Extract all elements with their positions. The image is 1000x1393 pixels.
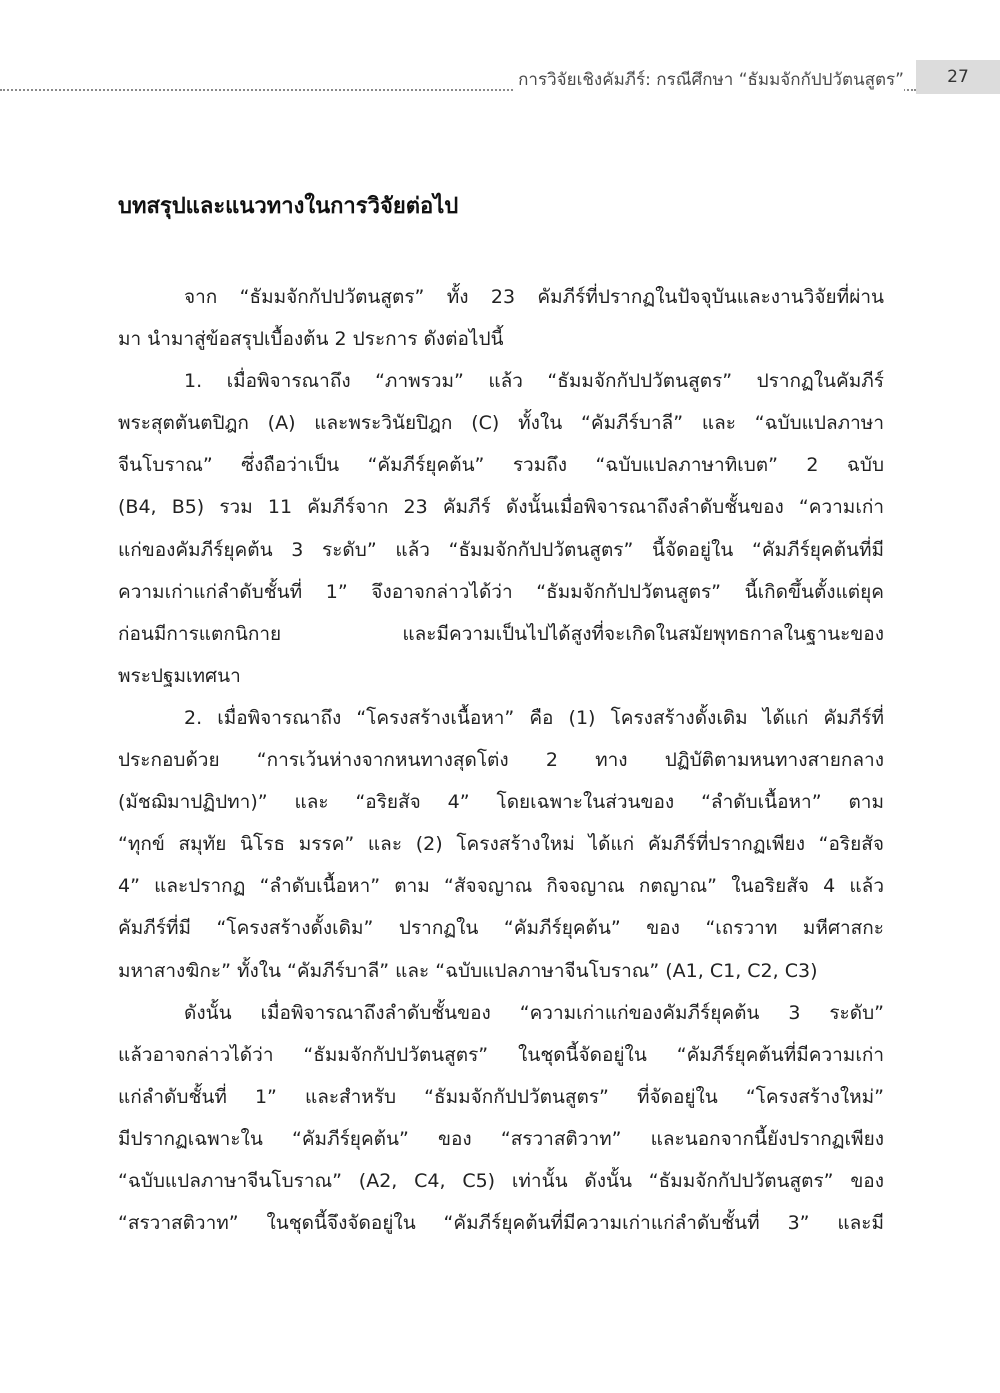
paragraph-line: พระปฐมเทศนา bbox=[118, 664, 241, 687]
body-text bbox=[118, 276, 884, 1244]
paragraph-line: “สรวาสติวาท” ในชุดนี้จึงจัดอยู่ใน “คัมภีร์ยุคต้นที่มีความเก่าแก่ลำดับชั้นที่ 3” และมี bbox=[118, 1212, 884, 1235]
running-title: การวิจัยเชิงคัมภีร์: กรณีศึกษา “ธัมมจักกัปปวัตนสูตร” bbox=[514, 66, 904, 93]
paragraph-line: ประกอบด้วย “การเว้นห่างจากหนทางสุดโต่ง 2 ทาง ปฏิบัติตามหนทางสายกลาง bbox=[118, 749, 884, 772]
paragraph-line: “ฉบับแปลภาษาจีนโบราณ” (A2, C4, C5) เท่านั้น ดังนั้น “ธัมมจักกัปปวัตนสูตร” ของ bbox=[118, 1169, 884, 1192]
paragraph-line: (มัชฌิมาปฏิปทา)” และ “อริยสัจ 4” โดยเฉพาะในส่วนของ “ลำดับเนื้อหา” ตาม bbox=[118, 791, 884, 814]
paragraph-line: แก่ลำดับชั้นที่ 1” และสำหรับ “ธัมมจักกัปปวัตนสูตร” ที่จัดอยู่ใน “โครงสร้างใหม่” bbox=[118, 1085, 884, 1108]
paragraph-line: 4” และปรากฏ “ลำดับเนื้อหา” ตาม “สัจจญาณ กิจจญาณ กตญาณ” ในอริยสัจ 4 แล้ว bbox=[118, 875, 884, 898]
page-number: 27 bbox=[916, 60, 1000, 94]
paragraph-line: มหาสางฆิกะ” ทั้งใน “คัมภีร์บาลี” และ “ฉบับแปลภาษาจีนโบราณ” (A1, C1, C2, C3) bbox=[118, 959, 818, 982]
paragraph-line: “ทุกข์ สมุทัย นิโรธ มรรค” และ (2) โครงสร้างใหม่ ได้แก่ คัมภีร์ที่ปรากฏเพียง “อริยสัจ bbox=[118, 833, 884, 856]
paragraph-line: จาก “ธัมมจักกัปปวัตนสูตร” ทั้ง 23 คัมภีร์ที่ปรากฏในปัจจุบันและงานวิจัยที่ผ่าน bbox=[184, 286, 884, 308]
paragraph-line: แก่ของคัมภีร์ยุคต้น 3 ระดับ” แล้ว “ธัมมจักกัปปวัตนสูตร” นี้จัดอยู่ใน “คัมภีร์ยุคต้นที่มี bbox=[118, 538, 884, 561]
paragraph-line: จีนโบราณ” ซึ่งถือว่าเป็น “คัมภีร์ยุคต้น” รวมถึง “ฉบับแปลภาษาทิเบต” 2 ฉบับ bbox=[118, 454, 884, 477]
paragraph-line: (B4, B5) รวม 11 คัมภีร์จาก 23 คัมภีร์ ดังนั้นเมื่อพิจารณาถึงลำดับชั้นของ “ความเก่า bbox=[118, 496, 884, 519]
paragraph-line: พระสุตตันตปิฎก (A) และพระวินัยปิฎก (C) ทั้งใน “คัมภีร์บาลี” และ “ฉบับแปลภาษา bbox=[118, 412, 884, 435]
paragraph-line: คัมภีร์ที่มี “โครงสร้างดั้งเดิม” ปรากฏใน “คัมภีร์ยุคต้น” ของ “เถรวาท มหีศาสกะ bbox=[118, 917, 884, 940]
paragraph-line: ดังนั้น เมื่อพิจารณาถึงลำดับชั้นของ “ความเก่าแก่ของคัมภีร์ยุคต้น 3 ระดับ” bbox=[184, 1001, 884, 1024]
paragraph-line: ความเก่าแก่ลำดับชั้นที่ 1” จึงอาจกล่าวได้ว่า “ธัมมจักกัปปวัตนสูตร” นี้เกิดขึ้นตั้งแต่ยุค bbox=[118, 580, 884, 603]
paragraph-line: 2. เมื่อพิจารณาถึง “โครงสร้างเนื้อหา” คือ (1) โครงสร้างดั้งเดิม ได้แก่ คัมภีร์ที่ bbox=[184, 706, 884, 729]
paragraph-line: มา นำมาสู่ข้อสรุปเบื้องต้น 2 ประการ ดังต่อไปนี้ bbox=[118, 328, 504, 351]
paragraph-line: มีปรากฏเฉพาะใน “คัมภีร์ยุคต้น” ของ “สรวาสติวาท” และนอกจากนี้ยังปรากฏเพียง bbox=[118, 1127, 884, 1150]
paragraph-line: 1. เมื่อพิจารณาถึง “ภาพรวม” แล้ว “ธัมมจักกัปปวัตนสูตร” ปรากฏในคัมภีร์ bbox=[184, 370, 884, 393]
running-header bbox=[0, 60, 1000, 96]
paragraph-line: ก่อนมีการแตกนิกาย และมีความเป็นไปได้สูงที่จะเกิดในสมัยพุทธกาลในฐานะของ bbox=[118, 622, 884, 645]
section-heading: บทสรุปและแนวทางในการวิจัยต่อไป bbox=[118, 194, 459, 219]
paragraph-line: แล้วอาจกล่าวได้ว่า “ธัมมจักกัปปวัตนสูตร” ในชุดนี้จัดอยู่ใน “คัมภีร์ยุคต้นที่มีความเก่า bbox=[118, 1043, 884, 1066]
